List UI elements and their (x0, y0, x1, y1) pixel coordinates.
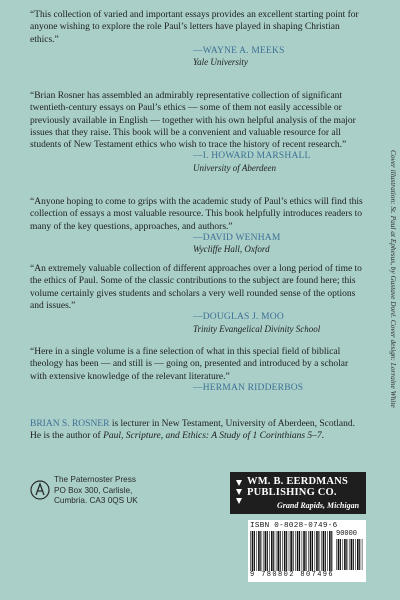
barcode-bar (297, 531, 299, 571)
blurb-quote: “This collection of varied and important essays provides an excellent starting point for anyone wishing to explore the role Paul’s letters have played in shaping Christian ethics.” (30, 10, 359, 45)
barcode-bar (280, 531, 281, 571)
isbn-text: ISBN 0-8028-0749-6 (250, 522, 338, 530)
blurb-quote: “An extremely valuable collection of different approaches over a long period of time to the ethics of Paul. Some of the classic contributions to the subject are found here; this volume certainly gives students and scholars a very well rounded sense of the options and issues.” (30, 264, 362, 311)
barcode-bar (273, 531, 274, 571)
barcode-bar (289, 531, 290, 571)
barcode-bar (351, 539, 353, 570)
blurb-5 (30, 346, 367, 394)
blurb-institution: Trinity Evangelical Divinity School (193, 323, 321, 334)
blurb-attribution (30, 233, 367, 256)
barcode-bar (303, 531, 305, 571)
cover-credit: Cover illustration: St. Paul at Ephesus, by Gustave Doré. Cover design: Lorraine White (389, 150, 398, 408)
blurb-attribution (30, 46, 367, 69)
price-code: 90000 (336, 530, 358, 538)
barcode-bar (349, 539, 350, 570)
blurb-author: —DOUGLAS J. MOO (193, 312, 284, 323)
barcode-bar (252, 531, 254, 571)
blurb-institution: Wycliffe Hall, Oxford (193, 244, 270, 255)
bio-text: is lecturer in New Testament, University of Aberdeen, Scotland. He is the author of (30, 419, 356, 442)
barcode-bar (299, 531, 300, 571)
blurb-author: —HERMAN RIDDERBOS (193, 382, 304, 393)
barcode-bar (258, 531, 260, 571)
address-line: PO Box 300, Carlisle, (54, 485, 133, 495)
barcode-bar (329, 531, 331, 571)
blurb-2 (30, 90, 367, 174)
eerdmans-name-line2: PUBLISHING CO. (247, 487, 337, 498)
blurb-attribution (30, 383, 367, 395)
barcode-bar (284, 531, 286, 571)
barcode-bar (316, 531, 318, 571)
barcode-bar (318, 531, 319, 571)
barcode-bar (277, 531, 279, 571)
barcode-bar (302, 531, 303, 571)
barcode-bar (315, 531, 316, 571)
barcode-bar (327, 531, 328, 571)
barcode-bar (338, 539, 340, 570)
blurb-author: —WAYNE A. MEEKS (193, 45, 285, 56)
blurb-3 (30, 196, 367, 255)
barcode-bar (256, 531, 257, 571)
barcode-bar (321, 531, 322, 571)
barcode-bar (263, 531, 264, 571)
author-bio (30, 418, 367, 443)
barcode-bar (254, 531, 255, 571)
barcode-bar (282, 531, 283, 571)
barcode-bar (250, 531, 251, 571)
blurb-4 (30, 263, 367, 335)
address-line: Cumbria. CA3 0QS UK (54, 496, 138, 505)
ean-number: 9 780802 807496 (250, 571, 335, 579)
barcode-bar (310, 531, 312, 571)
barcode-bar (342, 539, 343, 570)
blurb-1 (30, 9, 367, 68)
blurb-author: —I. HOWARD MARSHALL (193, 151, 311, 162)
address-line: The Paternoster Press (54, 475, 136, 484)
book-title: Paul, Scripture, and Ethics: A Study of 1 Corinthians 5–7 (103, 431, 322, 442)
barcode-bar (276, 531, 277, 571)
paternoster-address (54, 475, 138, 507)
paternoster-logo-icon (30, 479, 50, 501)
eerdmans-name (247, 476, 348, 498)
eerdmans-logo-icon (234, 478, 244, 508)
barcode-bar (305, 531, 306, 571)
barcode-bar (265, 531, 267, 571)
barcode-bar (336, 539, 337, 570)
eerdmans-logo-block (230, 472, 366, 514)
barcode-bar (357, 539, 359, 570)
barcode-bar (286, 531, 287, 571)
author-name: BRIAN S. ROSNER (30, 419, 110, 429)
blurb-author: —DAVID WENHAM (193, 232, 281, 243)
barcode-bar (323, 531, 325, 571)
bio-text-end: . (321, 431, 325, 442)
blurb-attribution (30, 151, 367, 174)
barcode-bar (293, 531, 294, 571)
barcode-bar (312, 531, 313, 571)
barcode-bar (267, 531, 268, 571)
blurb-institution: University of Aberdeen (193, 162, 276, 173)
barcode-bar (260, 531, 261, 571)
blurb-quote: “Here in a single volume is a fine selection of what in this special field of biblical theology has been — and still is — going on, presented and introduced by a scholar with extensive knowledge of the relevant literature.” (30, 347, 349, 382)
barcode-bar (308, 531, 309, 571)
barcode-bar (344, 539, 346, 570)
barcode-bar (346, 539, 347, 570)
barcode-bar (362, 539, 363, 570)
barcode-bar (325, 531, 326, 571)
blurb-attribution (30, 312, 367, 335)
barcode-bar (353, 539, 354, 570)
barcode-bar (269, 531, 270, 571)
blurb-quote: “Brian Rosner has assembled an admirably representative collection of significant twentieth-century essays on Paul’s ethics — some of them not easily accessible or previously available in English — together with his own helpful analysis of the major issues that they raise. This book will be a convenient and valuable resource for all students of New Testament ethics who wish to trace the history of recent research.” (30, 91, 356, 151)
barcode-bar (340, 539, 341, 570)
barcode-bar (331, 531, 332, 571)
barcode-bar (290, 531, 292, 571)
blurb-quote: “Anyone hoping to come to grips with the academic study of Paul’s ethics will find this collection of essays a most valuable resource. This book helpfully introduces readers to many of the key questions, approaches, and authors.” (30, 197, 363, 232)
price-barcode-bars (336, 539, 364, 570)
barcode-bar (355, 539, 356, 570)
barcode-bar (359, 539, 360, 570)
barcode-bar (295, 531, 296, 571)
barcode (248, 520, 366, 582)
ean-barcode-bars (250, 531, 334, 571)
paternoster-press-block (30, 475, 170, 535)
blurb-institution: Yale University (193, 57, 248, 68)
eerdmans-city: Grand Rapids, Michigan (277, 501, 360, 510)
eerdmans-name-line1: WM. B. EERDMANS (247, 476, 349, 487)
barcode-bar (271, 531, 273, 571)
